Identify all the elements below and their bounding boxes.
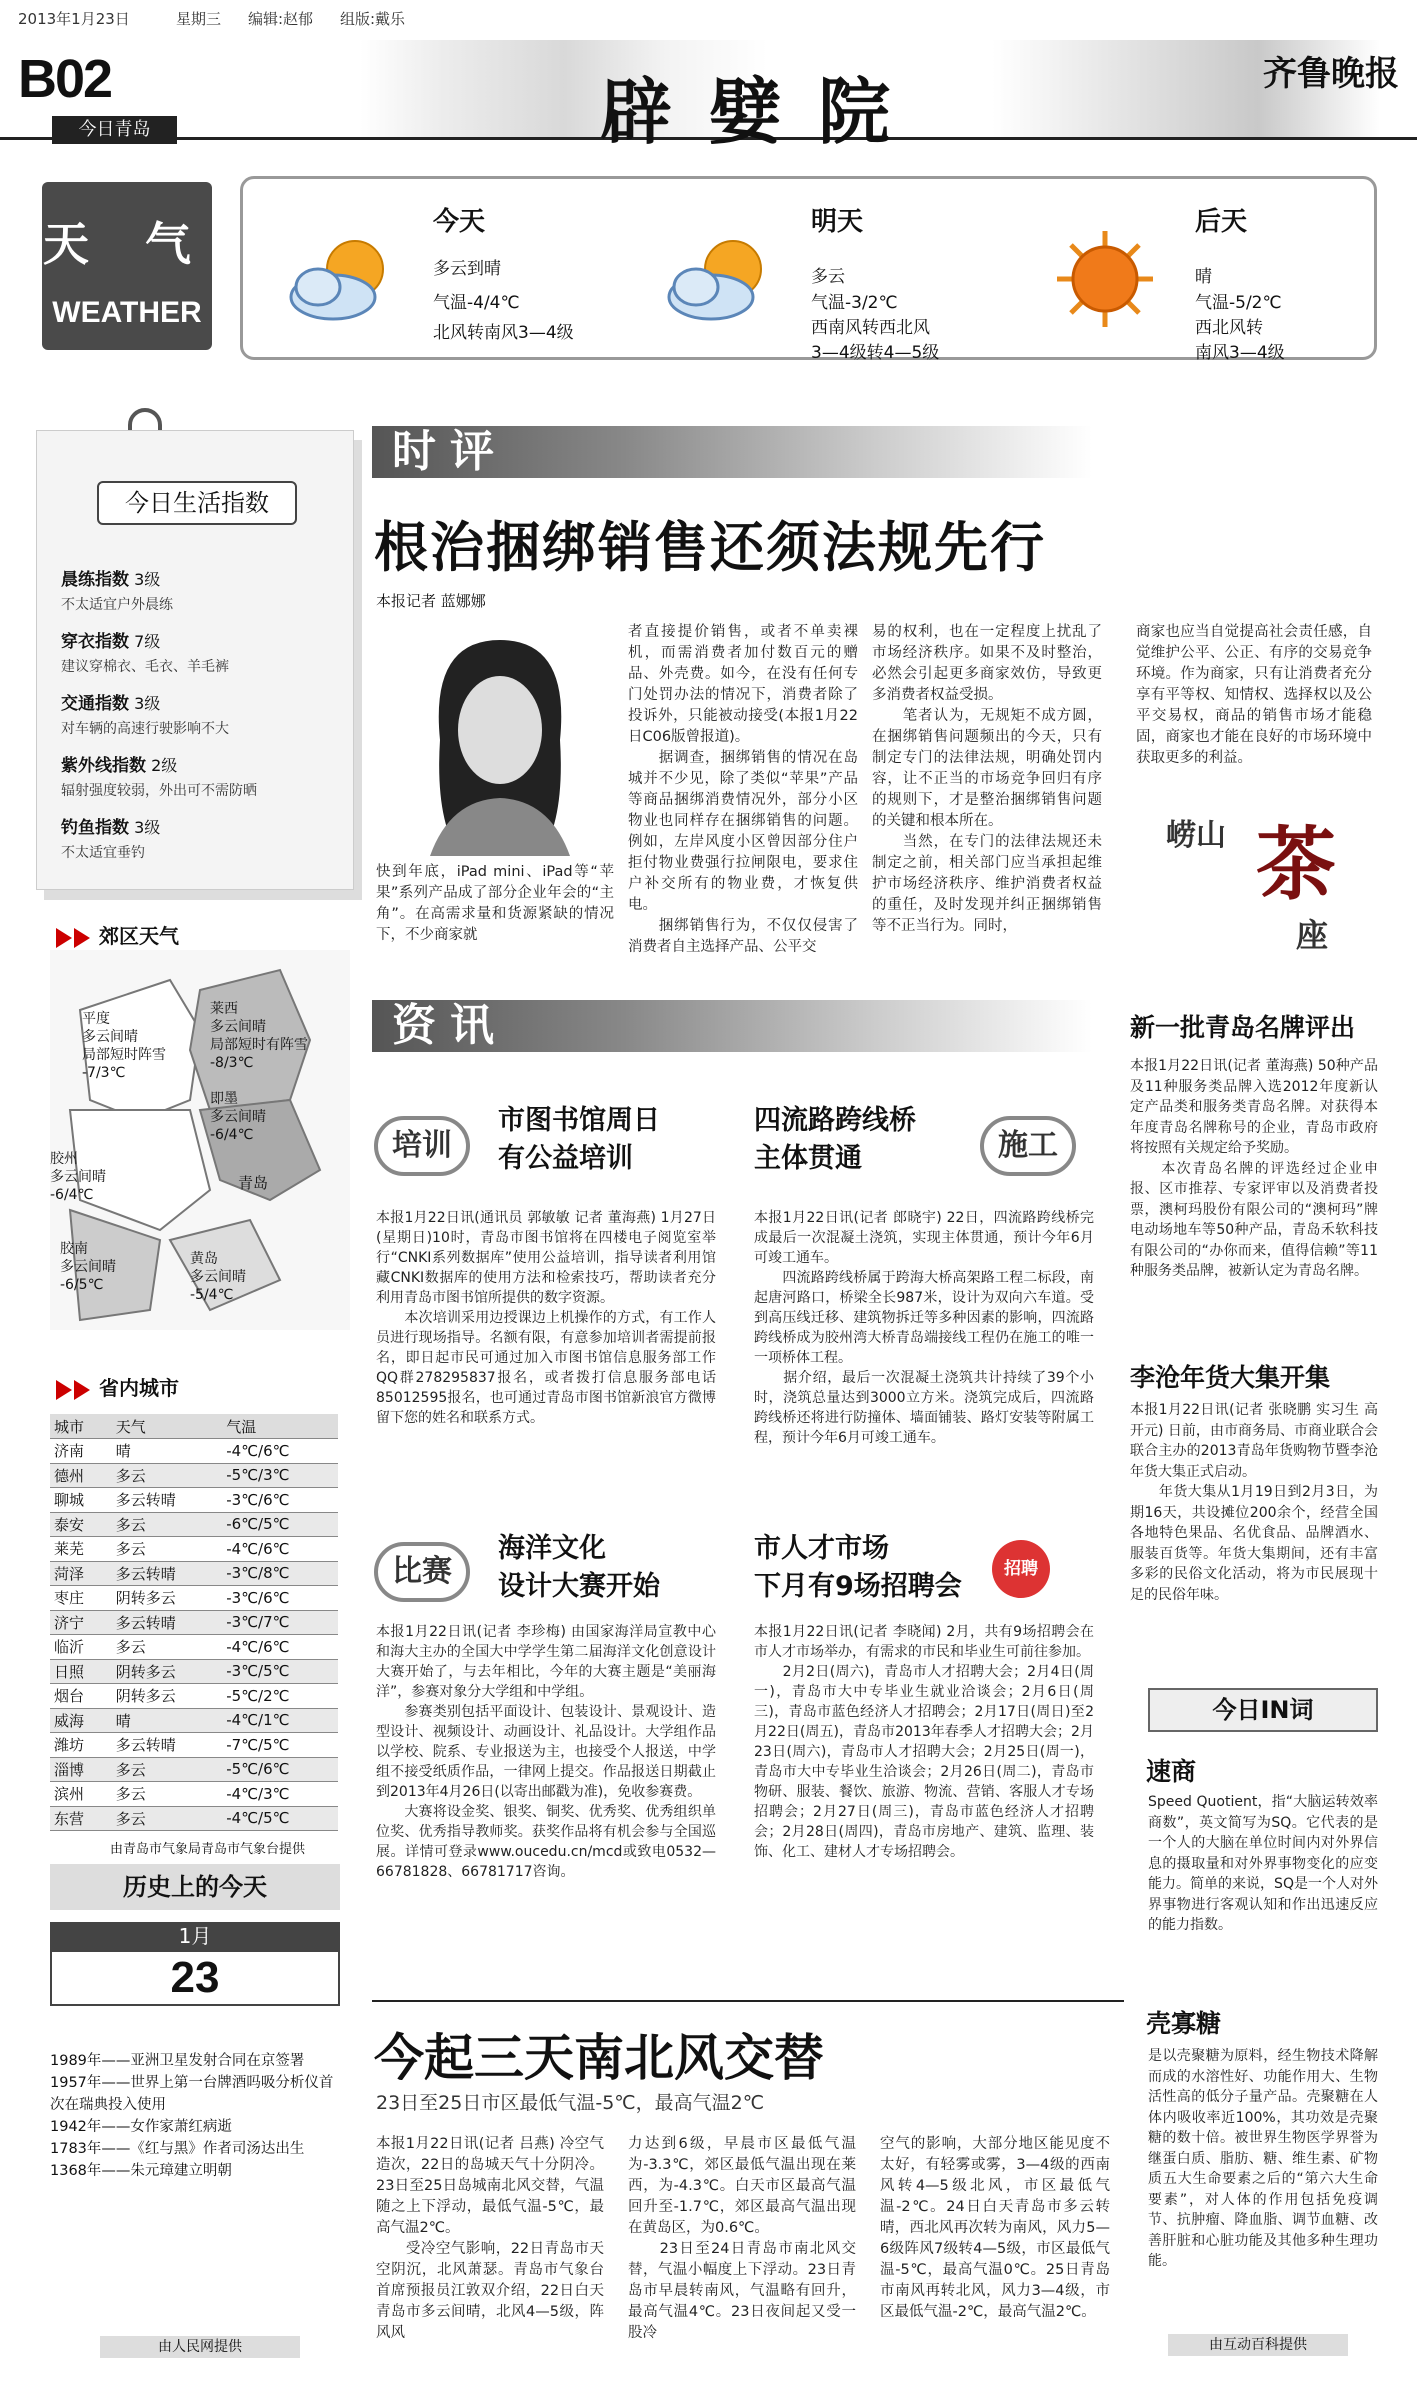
day-wind: 北风转南风3—4级 — [433, 323, 574, 343]
day-wind-2: 3—4级转4—5级 — [811, 343, 940, 363]
tag-contest: 比赛 — [374, 1542, 470, 1602]
in-words-tag: 今日IN词 — [1148, 1688, 1378, 1732]
table-cell: 多云 — [112, 1635, 222, 1660]
index-item — [61, 627, 229, 676]
table-row — [50, 1537, 338, 1562]
table-cell: -4℃/6℃ — [222, 1635, 338, 1660]
history-day: 23 — [50, 1950, 340, 2006]
table-cell: -5℃/2℃ — [222, 1684, 338, 1709]
index-desc: 建议穿棉衣、毛衣、羊毛裤 — [61, 659, 229, 675]
table-cell: -4℃/5℃ — [222, 1806, 338, 1831]
suburb-map — [50, 950, 350, 1330]
table-cell: 枣庄 — [50, 1586, 112, 1611]
history-credit: 由人民网提供 — [100, 2336, 300, 2358]
partly-cloudy-icon — [283, 229, 403, 329]
sun-icon — [1045, 229, 1165, 329]
table-cell: -4℃/3℃ — [222, 1782, 338, 1807]
table-cell: 多云转晴 — [112, 1733, 222, 1758]
region-temp: -6/4℃ — [50, 1187, 94, 1203]
table-row — [50, 1708, 338, 1733]
life-index-card — [36, 430, 354, 890]
tag-training: 培训 — [374, 1116, 470, 1176]
table-cell: -7℃/5℃ — [222, 1733, 338, 1758]
commentary-col-3: 易的权利，也在一定程度上扰乱了市场经济秩序。如果不及时整治，必然会引起更多商家效仿，导致更多消费者权益受损。 笔者认为，无规矩不成方圆，在捆绑销售问题频出的今天，只有制定专门的法律法规，明确处罚内容，让不正当的市场竞争回归有序的规则下，才是整治捆绑销售问题的关键和根本所在。 当然，在专门的法律法规还未制定之前，相关部门应当承担起维护市场经济秩序、维护消费者权益的重任，及时发现并纠正捆绑销售等不正当行为。同时， — [872, 624, 1102, 934]
news-title-jobs — [754, 1530, 962, 1606]
index-name: 晨练指数 — [61, 570, 129, 590]
wind-subtitle: 23日至25日市区最低气温-5℃，最高气温2℃ — [376, 2092, 765, 2114]
history-event: 1368年——朱元璋建立明朝 — [50, 2163, 232, 2179]
region-temp: -7/3℃ — [82, 1065, 126, 1081]
index-item — [61, 689, 229, 738]
editor-credit: 编辑:赵郁 — [248, 10, 314, 28]
commentary-headline: 根治捆绑销售还须法规先行 — [374, 516, 1046, 579]
fair-news-title: 李沧年货大集开集 — [1130, 1363, 1331, 1392]
table-cell: -5℃/3℃ — [222, 1463, 338, 1488]
table-cell: 济南 — [50, 1439, 112, 1464]
region-cond: 多云间晴 — [190, 1269, 246, 1285]
table-cell: 阴转多云 — [112, 1684, 222, 1709]
reporter-photo — [390, 620, 610, 856]
table-row — [50, 1439, 338, 1464]
table-cell: 晴 — [112, 1439, 222, 1464]
table-cell: 莱芜 — [50, 1537, 112, 1562]
table-row — [50, 1463, 338, 1488]
page-code: B02 — [18, 49, 112, 109]
tea-logo-text-2: 茶 — [1256, 817, 1336, 911]
index-desc: 对车辆的高速行驶影响不大 — [61, 721, 229, 737]
col-header: 天气 — [112, 1414, 222, 1439]
index-item — [61, 565, 173, 614]
index-desc: 辐射强度较弱，外出可不需防晒 — [61, 783, 257, 799]
weather-label-en: WEATHER — [52, 296, 202, 329]
page-header — [0, 40, 1417, 154]
brand-news-body: 本报1月22日讯(记者 董海燕) 50种产品及11种服务类品牌入选2012年度新认定产品类和服务类青岛名牌。对获得本年度青岛名牌称号的企业，青岛市政府将按照有关规定给予奖励。 本次青岛名牌的评选经过企业申报、区市推荐、专家评审以及消费者投票，澳柯玛股份有限公司的“澳柯玛”牌电动场地车等50种产品，青岛禾软科技有限公司的“办你而来，值得信赖”等11种服务类品牌，被新认定为青岛名牌。 — [1130, 1058, 1378, 1279]
history-event: 1942年——女作家萧红病逝 — [50, 2119, 232, 2135]
history-event: 1957年——世界上第一台牌酒吗吸分析仪首次在瑞典投入使用 — [50, 2075, 334, 2113]
index-desc: 不太适宜垂钓 — [61, 845, 145, 861]
word-1-body: Speed Quotient，指“大脑运转效率商数”，英文简写为SQ。它代表的是一个人的大脑在单位时间内对外界信息的摄取量和对外界事物变化的应变能力。简单的来说，SQ是一个人对外界事物进行客观认知和作出迅速反应的能力指数。 — [1148, 1794, 1378, 1933]
life-index-title: 今日生活指数 — [97, 481, 297, 525]
tea-logo-text-3: 座 — [1296, 916, 1329, 954]
table-cell: 多云 — [112, 1537, 222, 1562]
news-body-ocean: 本报1月22日讯(记者 李珍梅) 由国家海洋局宣教中心和海大主办的全国大中学学生第二届海洋文化创意设计大赛开始了，与去年相比，今年的大赛主题是“美丽海洋”，参赛对象分大学组和中学组。 参赛类别包括平面设计、包装设计、景观设计、造型设计、视频设计、动画设计、礼品设计。大学组作品以学校、院系、专业报送为主，也接受个人报送，中学组不接受纸质作品，一律网上提交。作品报送日期截止到2013年4月26日(以寄出邮戳为准)，免收参赛费。 大赛将设金奖、银奖、铜奖、优秀奖、优秀组织单位奖、优秀指导教师奖。获奖作品将有机会参与全国巡展。详情可登录www.oucedu.cn/mcd或致电0532—66781828、66781717咨询。 — [376, 1624, 716, 1880]
issue-weekday: 星期三 — [176, 10, 222, 28]
suburb-weather-heading — [56, 920, 179, 949]
word-1-title: 速商 — [1146, 1757, 1197, 1786]
history-title: 历史上的今天 — [50, 1864, 340, 1910]
index-level: 3级 — [134, 694, 161, 713]
region-name: 黄岛 — [190, 1251, 218, 1267]
news-title-library — [498, 1102, 660, 1178]
region-temp: -6/5℃ — [60, 1277, 104, 1293]
forecast-today — [263, 199, 623, 349]
table-cell: 潍坊 — [50, 1733, 112, 1758]
table-row — [50, 1635, 338, 1660]
suburb-weather-title: 郊区天气 — [98, 924, 179, 948]
table-cell: 烟台 — [50, 1684, 112, 1709]
region-name: 即墨 — [210, 1091, 238, 1107]
table-cell: -4℃/1℃ — [222, 1708, 338, 1733]
table-cell: 临沂 — [50, 1635, 112, 1660]
index-name: 交通指数 — [61, 694, 129, 714]
news-body-bridge: 本报1月22日讯(记者 郎晓宇) 22日，四流路跨线桥完成最后一次混凝土浇筑，实现主体贯通，预计今年6月可竣工通车。 四流路跨线桥属于跨海大桥高架路工程二标段，南起唐河路口，桥梁全长987米，设计为双向六车道。受到高压线迁移、建筑物拆迁等多种因素的影响，四流路跨线桥成为胶州湾大桥青岛端接线工程仍在施工的唯一一项桥体工程。 据介绍，最后一次混凝土浇筑共计持续了39个小时，浇筑总量达到3000立方米。浇筑完成后，四流路跨线桥还将进行防撞体、墙面铺装、路灯安装等附属工程，预计今年6月可竣工通车。 — [754, 1210, 1094, 1446]
commentary-col-1: 快到年底，iPad mini、iPad等“苹果”系列产品成了部分企业年会的“主角”。在高需求量和货源紧缺的情况下，不少商家就 — [376, 864, 614, 943]
table-cell: 晴 — [112, 1708, 222, 1733]
day-condition: 多云 — [811, 267, 845, 287]
table-cell: 菏泽 — [50, 1561, 112, 1586]
news-banner: 资讯 — [372, 1000, 1092, 1052]
title-line: 市人才市场 — [754, 1533, 889, 1564]
table-cell: 东营 — [50, 1806, 112, 1831]
top-bar — [0, 0, 1417, 40]
commentary-col-2: 者直接提价销售，或者不单卖裸机，而需消费者加付数百元的赠品、外壳费。如今，在没有任何专门处罚办法的情况下，消费者除了投诉外，只能被动接受(本报1月22日C06版曾报道)。 据调查，捆绑销售的情况在岛城并不少见，除了类似“苹果”产品等商品捆绑消费情况外，部分小区物业也同样存在捆绑销售的问题。例如，左岸风度小区曾因部分住户拒付物业费强行拉闸限电，要求住户补交所有的物业费，才恢复供电。 捆绑销售行为，不仅仅侵害了消费者自主选择产品、公平交 — [628, 624, 858, 955]
province-title: 省内城市 — [98, 1376, 179, 1400]
newspaper-logo: 齐鲁晚报 — [1263, 54, 1399, 94]
region-name: 胶州 — [50, 1151, 78, 1167]
region-jimo — [210, 1090, 266, 1144]
history-event: 1989年——亚洲卫星发射合同在京签署 — [50, 2053, 305, 2069]
region-temp: -6/4℃ — [210, 1127, 254, 1143]
table-row — [50, 1782, 338, 1807]
region-cond: 多云间晴 — [210, 1019, 266, 1035]
index-level: 3级 — [134, 818, 161, 837]
arrow-icon — [56, 1380, 72, 1400]
brand-news-title: 新一批青岛名牌评出 — [1130, 1013, 1356, 1042]
news-body-library: 本报1月22日讯(通讯员 郭敏敏 记者 董海燕) 1月27日(星期日)10时，青岛市图书馆将在四楼电子阅览室举行“CNKI系列数据库”使用公益培训，指导读者利用馆藏CNKI数据库的使用方法和检索技巧，帮助读者充分利用青岛市图书馆所提供的数字资源。 本次培训采用边授课边上机操作的方式，有工作人员进行现场指导。名额有限，有意参加培训者需提前报名，即日起市民可通过加入市图书馆信息服务部工作QQ群278295837报名，或者拨打信息服务部电话85012595报名，也可通过青岛市图书馆新浪官方微博留下您的姓名和联系方式。 — [376, 1210, 716, 1426]
table-row — [50, 1733, 338, 1758]
day-temp: 气温-4/4℃ — [433, 293, 520, 313]
commentary-banner: 时评 — [372, 426, 1092, 478]
weather-label-cn: 天 气 — [42, 217, 211, 271]
table-cell: -4℃/6℃ — [222, 1537, 338, 1562]
region-huangdao — [190, 1250, 246, 1304]
arrow-icon — [74, 1380, 90, 1400]
province-heading — [56, 1372, 179, 1401]
table-cell: -4℃/6℃ — [222, 1439, 338, 1464]
table-cell: 泰安 — [50, 1512, 112, 1537]
table-row — [50, 1610, 338, 1635]
day-wind: 西北风转 — [1195, 318, 1263, 338]
day-condition: 晴 — [1195, 267, 1212, 287]
table-cell: -6℃/5℃ — [222, 1512, 338, 1537]
partly-cloudy-icon — [661, 229, 781, 329]
table-cell: 多云转晴 — [112, 1488, 222, 1513]
region-jiaonan — [60, 1240, 116, 1294]
table-cell: 威海 — [50, 1708, 112, 1733]
recruit-badge-icon: 招聘 — [992, 1540, 1050, 1598]
issue-date: 2013年1月23日 — [18, 10, 130, 28]
region-temp: -8/3℃ — [210, 1055, 254, 1071]
word-2-title: 壳寡糖 — [1146, 2009, 1222, 2038]
day-name: 今天 — [433, 207, 486, 237]
table-cell: -3℃/7℃ — [222, 1610, 338, 1635]
index-item — [61, 813, 160, 862]
tea-logo-text-1: 崂山 — [1166, 818, 1226, 853]
day-wind-2: 南风3—4级 — [1195, 343, 1285, 363]
news-body-jobs: 本报1月22日讯(记者 李晓闻) 2月，共有9场招聘会在市人才市场举办，有需求的市民和毕业生可前往参加。 2月2日(周六)，青岛市人才招聘大会；2月4日(周一)，青岛市大中专毕业生就业洽谈会；2月6日(周三)，青岛市蓝色经济人才招聘会；2月17日(周日)至2月22日(周五)，青岛市2013年春季人才招聘大会；2月23日(周六)，青岛市人才招聘大会；2月25日(周一)，青岛市大中专毕业生洽谈会；2月26日(周二)，青岛市物研、服装、餐饮、旅游、物流、营销、客服人才专场招聘会；2月27日(周三)，青岛市蓝色经济人才招聘会；2月28日(周四)，青岛市房地产、建筑、监理、装饰、化工、建材人才专场招聘会。 — [754, 1624, 1094, 1860]
table-cell: 多云 — [112, 1806, 222, 1831]
forecast-day-after — [1025, 199, 1385, 363]
index-name: 穿衣指数 — [61, 632, 129, 652]
col-header: 城市 — [50, 1414, 112, 1439]
region-extra: 局部短时阵雪 — [82, 1047, 166, 1063]
table-cell: 多云 — [112, 1757, 222, 1782]
table-row — [50, 1488, 338, 1513]
table-cell: 多云转晴 — [112, 1561, 222, 1586]
title-line: 四流路跨线桥 — [754, 1105, 916, 1136]
col-header: 气温 — [222, 1414, 338, 1439]
title-line: 海洋文化 — [498, 1533, 606, 1564]
tea-column-logo — [1146, 790, 1376, 970]
commentary-byline: 本报记者 蓝娜娜 — [376, 592, 486, 610]
title-line: 市图书馆周日 — [498, 1105, 660, 1136]
table-cell: 多云 — [112, 1512, 222, 1537]
table-cell: -3℃/5℃ — [222, 1659, 338, 1684]
title-line: 有公益培训 — [498, 1143, 633, 1174]
layout-credit: 组版:戴乐 — [340, 10, 406, 28]
news-title-bridge — [754, 1102, 916, 1178]
table-row — [50, 1757, 338, 1782]
region-cond: 多云间晴 — [210, 1109, 266, 1125]
arrow-icon — [56, 928, 72, 948]
forecast-panel — [240, 176, 1377, 363]
index-level: 2级 — [151, 756, 178, 775]
table-cell: 淄博 — [50, 1757, 112, 1782]
index-level: 7级 — [134, 632, 161, 651]
tag-construction: 施工 — [980, 1116, 1076, 1176]
wind-col-3: 空气的影响，大部分地区能见度不太好，有轻雾或雾，3—4级的西南风转4—5级北风，市区最低气温-2℃。24日白天青岛市多云转晴，西北风再次转为南风，风力5—6级阵风7级转4—5级，市区最低气温-5℃，最高气温0℃。25日青岛市南风再转北风，风力3—4级，市区最低气温-2℃，最高气温2℃。 — [880, 2136, 1110, 2320]
index-name: 钓鱼指数 — [61, 818, 129, 838]
table-cell: 滨州 — [50, 1782, 112, 1807]
table-cell: -3℃/6℃ — [222, 1586, 338, 1611]
region-pingdu — [82, 1010, 166, 1082]
history-event: 1783年——《红与黑》作者司汤达出生 — [50, 2141, 305, 2157]
table-cell: 日照 — [50, 1659, 112, 1684]
forecast-tomorrow — [641, 199, 1001, 363]
table-row — [50, 1684, 338, 1709]
wind-col-1: 本报1月22日讯(记者 吕燕) 冷空气造次，22日的岛城天气十分阴冷。23日至25日岛城南北风交替，气温随之上下浮动，最低气温-5℃，最高气温2℃。 受冷空气影响，22日青岛市天空阴沉，北风萧瑟。青岛市气象台首席预报员江敦双介绍，22日白天青岛市多云间晴，北风4—5级，阵风风 — [376, 2136, 604, 2341]
divider — [372, 2000, 1124, 2002]
region-name: 莱西 — [210, 1001, 238, 1017]
day-temp: 气温-5/2℃ — [1195, 293, 1282, 313]
title-line: 主体贯通 — [754, 1143, 862, 1174]
day-temp: 气温-3/2℃ — [811, 293, 898, 313]
day-name: 后天 — [1195, 207, 1248, 237]
table-cell: 阴转多云 — [112, 1659, 222, 1684]
table-cell: -3℃/6℃ — [222, 1488, 338, 1513]
table-cell: 德州 — [50, 1463, 112, 1488]
index-level: 3级 — [134, 570, 161, 589]
region-cond: 多云间晴 — [82, 1029, 138, 1045]
table-cell: 济宁 — [50, 1610, 112, 1635]
day-wind: 西南风转西北风 — [811, 318, 930, 338]
region-extra: 局部短时有阵雪 — [210, 1037, 308, 1053]
region-name: 平度 — [82, 1011, 110, 1027]
region-cond: 多云间晴 — [50, 1169, 106, 1185]
table-cell: 多云 — [112, 1782, 222, 1807]
weather-label — [42, 182, 212, 350]
table-cell: 多云 — [112, 1463, 222, 1488]
news-title-ocean — [498, 1530, 660, 1606]
table-row — [50, 1512, 338, 1537]
table-cell: 阴转多云 — [112, 1586, 222, 1611]
fair-news-body: 本报1月22日讯(记者 张晓鹏 实习生 高开元) 日前，由市商务局、市商业联合会联合主办的2013青岛年货购物节暨李沧年货大集正式启动。 年货大集从1月19日到2月3日，为期16天，共设摊位200余个，经营全国各地特色果品、名优食品、品牌酒水、服装百货等。年货大集期间，还有丰富多彩的民俗文化活动，将为市民展现十足的民俗年味。 — [1130, 1402, 1378, 1603]
region-jiaozhou — [50, 1150, 106, 1204]
day-condition: 多云到晴 — [433, 259, 501, 279]
table-row — [50, 1586, 338, 1611]
table-cell: 多云转晴 — [112, 1610, 222, 1635]
wind-headline: 今起三天南北风交替 — [374, 2029, 824, 2087]
province-credit: 由青岛市气象局青岛市气象台提供 — [110, 1842, 306, 1857]
day-name: 明天 — [811, 207, 864, 237]
column-title: 辟 嬖 院 — [600, 69, 897, 154]
word-credit: 由互动百科提供 — [1168, 2334, 1348, 2356]
province-weather-table — [50, 1414, 338, 1831]
commentary-col-4: 商家也应当自觉提高社会责任感，自觉维护公平、公正、有序的交易竞争环境。作为商家，只有让消费者充分享有平等权、知情权、选择权以及公平交易权，商品的销售市场才能稳固，商家也才能在良好的市场环境中获取更多的利益。 — [1136, 624, 1372, 766]
table-row — [50, 1659, 338, 1684]
region-cond: 多云间晴 — [60, 1259, 116, 1275]
word-2-body: 是以壳聚糖为原料，经生物技术降解而成的水溶性好、功能作用大、生物活性高的低分子量产品。壳聚糖在人体内吸收率近100%，其功效是壳聚糖的数十倍。被世界生物医学界誉为继蛋白质、脂肪、糖、维生素、矿物质五大生命要素之后的“第六大生命要素”，对人体的作用包括免疫调节、抗肿瘤、降血脂、调节血糖、改善肝脏和心脏功能及其他多种生理功能。 — [1148, 2048, 1378, 2269]
region-qingdao: 青岛 — [238, 1174, 269, 1192]
index-desc: 不太适宜户外晨练 — [61, 597, 173, 613]
history-month: 1月 — [50, 1922, 340, 1950]
section-tab: 今日青岛 — [52, 116, 177, 144]
table-cell: -5℃/6℃ — [222, 1757, 338, 1782]
table-cell: -3℃/8℃ — [222, 1561, 338, 1586]
table-cell: 聊城 — [50, 1488, 112, 1513]
index-name: 紫外线指数 — [61, 756, 146, 776]
title-line: 下月有9场招聘会 — [754, 1571, 962, 1602]
region-laixi — [210, 1000, 308, 1072]
table-row — [50, 1561, 338, 1586]
index-item — [61, 751, 257, 800]
history-events — [50, 2050, 340, 2182]
wind-col-2: 力达到6级，早晨市区最低气温为-3.3℃，郊区最低气温出现在莱西，为-4.3℃。白天市区最高气温回升至-1.7℃，郊区最高气温出现在黄岛区，为0.6℃。 23日至24日青岛市南北风交替，气温小幅度上下浮动。23日青岛市早晨转南风，气温略有回升，最高气温4℃。23日夜间起又受一股冷 — [628, 2136, 856, 2341]
region-temp: -5/4℃ — [190, 1287, 234, 1303]
arrow-icon — [74, 928, 90, 948]
table-row — [50, 1806, 338, 1831]
title-line: 设计大赛开始 — [498, 1571, 660, 1602]
region-name: 胶南 — [60, 1241, 88, 1257]
